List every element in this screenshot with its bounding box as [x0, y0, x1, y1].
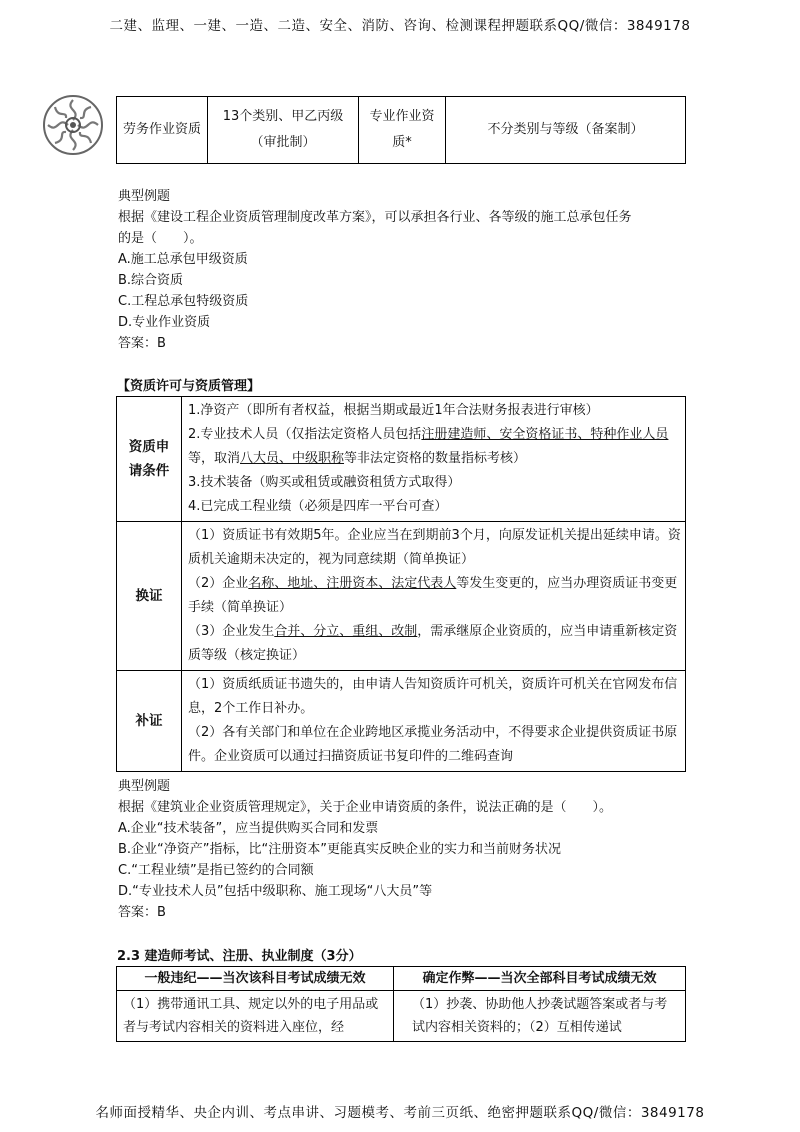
reissue-item-2: （2）各有关部门和单位在企业跨地区承揽业务活动中，不得要求企业提供资质证书原件。企业资质可以通过扫描资质证书复印件的二维码查询 — [188, 725, 678, 764]
answer: 答案：B — [118, 336, 166, 351]
page-header: 二建、监理、一建、一造、二造、安全、消防、咨询、检测课程押题联系QQ/微信：3849178 — [109, 18, 691, 34]
general-violation-cell: （1）携带通讯工具、规定以外的电子用品或者与考试内容相关的资料进入座位，经 — [117, 991, 394, 1042]
page-footer: 名师面授精华、央企内训、考点串讲、习题模考、考前三页纸、绝密押题联系QQ/微信：3849178 — [95, 1105, 705, 1121]
exam-violation-table — [116, 966, 686, 1042]
condition-3: 3.技术装备（购买或租赁或融资租赁方式取得） — [188, 475, 461, 490]
section-title: 【资质许可与资质管理】 — [117, 379, 261, 394]
professional-category-cell: 不分类别与等级（备案制） — [446, 97, 686, 164]
condition-4: 4.已完成工程业绩（必须是四库一平台可查） — [188, 499, 448, 514]
renew-item-1: （1）资质证书有效期5年。企业应当在到期前3个月，向原发证机关提出延续申请。资质机关逾期未决定的，视为同意续期（简单换证） — [188, 528, 681, 567]
labor-qualification-cell: 劳务作业资质 — [117, 97, 208, 164]
general-violation-header: 一般违纪——当次该科目考试成绩无效 — [117, 967, 394, 991]
option-d: D.专业作业资质 — [118, 315, 211, 330]
question-title: 典型例题 — [118, 189, 171, 204]
cheating-cell: （1）抄袭、协助他人抄袭试题答案或者与考试内容相关资料的；（2）互相传递试 — [394, 991, 686, 1042]
qualification-table — [116, 96, 686, 164]
condition-2: 2.专业技术人员（仅指法定资格人员包括注册建造师、安全资格证书、特种作业人员等，取消八大员、中级职称等非法定资格的数量指标考核） — [188, 427, 669, 466]
question-stem: 根据《建筑业企业资质管理规定》，关于企业申请资质的条件，说法正确的是（ ）。 — [118, 800, 613, 815]
renew-content — [182, 522, 686, 671]
option-b: B.企业“净资产”指标，比“注册资本”更能真实反映企业的实力和当前财务状况 — [118, 842, 561, 857]
option-c: C.“工程业绩”是指已签约的合同额 — [118, 863, 314, 878]
apply-conditions-label: 资质申请条件 — [117, 397, 182, 522]
qualification-management-table — [116, 396, 686, 772]
example-question-2 — [118, 776, 612, 923]
section-2-3-title: 2.3 建造师考试、注册、执业制度（3分） — [117, 949, 362, 964]
question-title: 典型例题 — [118, 779, 171, 794]
renew-item-2: （2）企业名称、地址、注册资本、法定代表人等发生变更的，应当办理资质证书变更手续（简单换证） — [188, 576, 678, 615]
seal-logo-icon — [42, 94, 104, 156]
professional-qualification-cell: 专业作业资质* — [359, 97, 446, 164]
renew-item-3: （3）企业发生合并、分立、重组、改制，需承继原企业资质的，应当申请重新核定资质等级（核定换证） — [188, 624, 678, 663]
question-stem: 根据《建设工程企业资质管理制度改革方案》，可以承担各行业、各等级的施工总承包任务 — [118, 210, 632, 225]
example-question-1 — [118, 186, 632, 354]
cheating-header: 确定作弊——当次全部科目考试成绩无效 — [394, 967, 686, 991]
condition-1: 1.净资产（即所有者权益，根据当期或最近1年合法财务报表进行审核） — [188, 403, 599, 418]
reissue-item-1: （1）资质纸质证书遗失的，由申请人告知资质许可机关，资质许可机关在官网发布信息，2个工作日补办。 — [188, 677, 678, 716]
labor-category-cell: 13个类别、甲乙丙级（审批制） — [208, 97, 359, 164]
option-d: D.“专业技术人员”包括中级职称、施工现场“八大员”等 — [118, 884, 433, 899]
reissue-label: 补证 — [117, 671, 182, 772]
apply-conditions-content — [182, 397, 686, 522]
question-stem-cont: 的是（ ）。 — [118, 231, 203, 246]
option-b: B.综合资质 — [118, 273, 184, 288]
option-a: A.施工总承包甲级资质 — [118, 252, 248, 267]
renew-label: 换证 — [117, 522, 182, 671]
reissue-content — [182, 671, 686, 772]
answer: 答案：B — [118, 905, 166, 920]
option-a: A.企业“技术装备”，应当提供购买合同和发票 — [118, 821, 379, 836]
option-c: C.工程总承包特级资质 — [118, 294, 249, 309]
